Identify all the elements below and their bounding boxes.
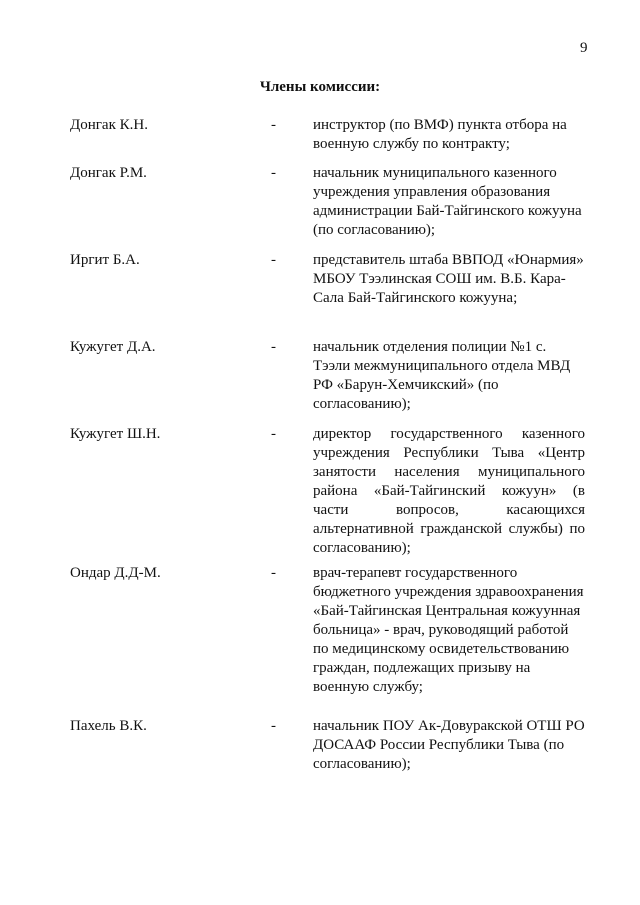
- member-name: Ондар Д.Д-М.: [70, 565, 161, 581]
- member-name: Иргит Б.А.: [70, 252, 140, 268]
- member-dash: -: [271, 565, 276, 581]
- member-name: Донгак Р.М.: [70, 165, 147, 181]
- member-role: инструктор (по ВМФ) пункта отбора на военную службу по контракту;: [313, 117, 567, 152]
- member-role: представитель штаба ВВПОД «Юнармия» МБОУ Тээлинская СОШ им. В.Б. Кара-Сала Бай-Тайгинского кожууна;: [313, 252, 584, 306]
- member-role: врач-терапевт государственного бюджетного учреждения здравоохранения «Бай-Тайгинская Центральная кожуунная больница» - врач, руководящий работой по медицинскому освидетельствованию граждан, подлежащих призыву на военную службу;: [313, 565, 584, 695]
- member-name: Кужугет Д.А.: [70, 339, 156, 355]
- member-dash: -: [271, 339, 276, 355]
- member-name: Донгак К.Н.: [70, 117, 148, 133]
- member-role: начальник ПОУ Ак-Довуракской ОТШ РО ДОСААФ России Республики Тыва (по согласованию);: [313, 718, 585, 772]
- member-role: начальник отделения полиции №1 с. Тээли межмуниципального отдела МВД РФ «Барун-Хемчикский» (по согласованию);: [313, 339, 571, 412]
- member-dash: -: [271, 426, 276, 442]
- member-dash: -: [271, 165, 276, 181]
- member-dash: -: [271, 718, 276, 734]
- member-dash: -: [271, 117, 276, 133]
- page-number: 9: [580, 40, 588, 56]
- member-name: Кужугет Ш.Н.: [70, 426, 161, 442]
- commission-members-heading: Члены комиссии:: [259, 79, 381, 95]
- member-role: директор государственного казенного учреждения Республики Тыва «Центр занятости населения муниципального района «Бай-Тайгинский кожуун» (в части вопросов, касающихся альтернативной гражданской службы) по согласованию);: [313, 426, 585, 556]
- member-name: Пахель В.К.: [70, 718, 147, 734]
- member-role: начальник муниципального казенного учреждения управления образования администрации Бай-Тайгинского кожууна (по согласованию);: [313, 165, 582, 238]
- member-dash: -: [271, 252, 276, 268]
